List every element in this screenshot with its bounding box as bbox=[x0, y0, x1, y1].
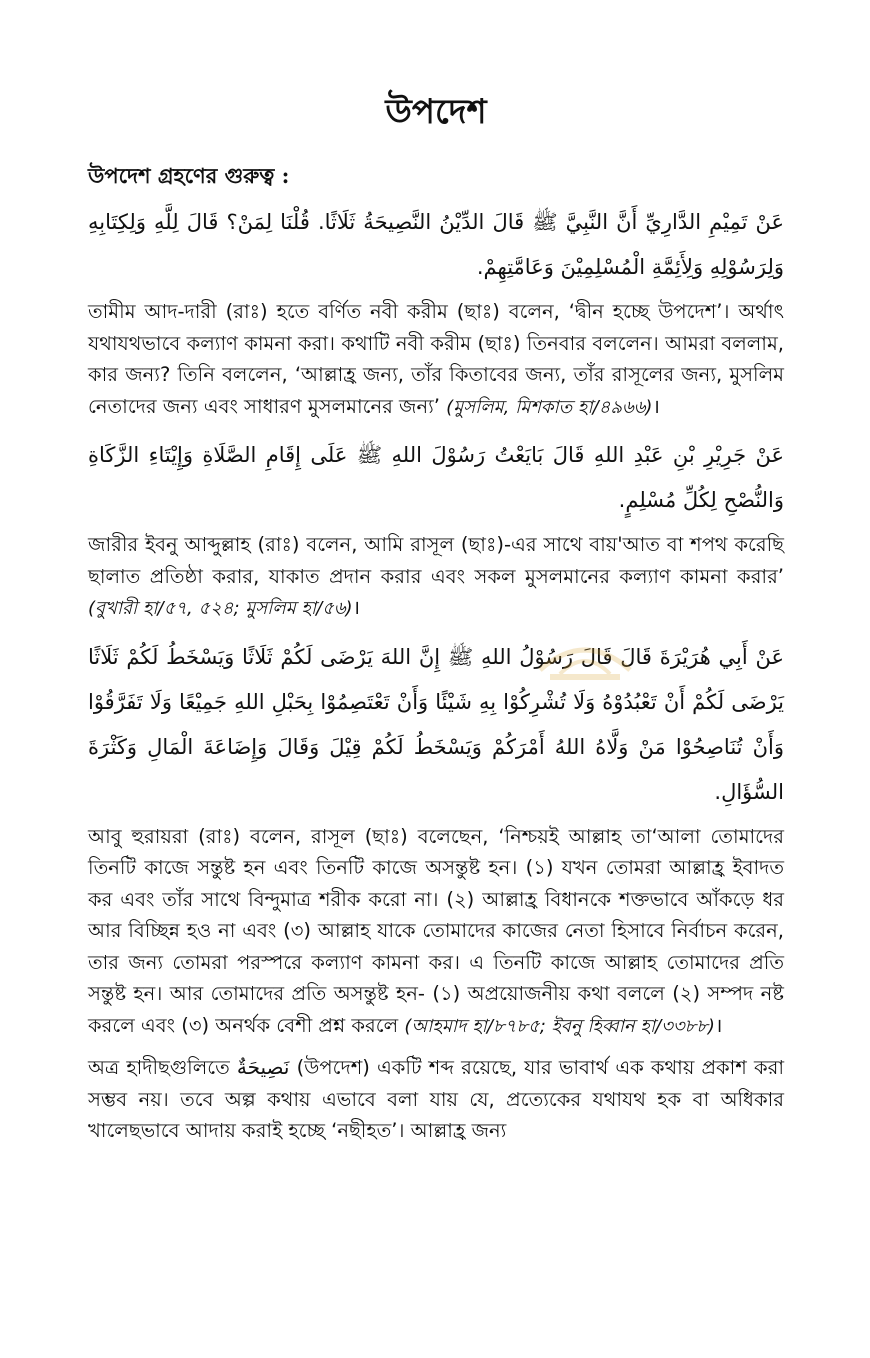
bangla-translation-2 bbox=[88, 529, 784, 625]
hadith-reference: (মুসলিম, মিশকাত হা/৪৯৬৬) bbox=[446, 396, 653, 418]
sentence-end: । bbox=[652, 394, 660, 418]
sentence-end: । bbox=[352, 596, 360, 620]
translation-text: আবু হুরায়রা (রাঃ) বলেন, রাসূল (ছাঃ) বলেছেন, ‘নিশ্চয়ই আল্লাহ তা‘আলা তোমাদের তিনটি কাজে সন্তুষ্ট হন এবং তিনটি কাজে অসন্তুষ্ট হন। (১) যখন তোমরা আল্লাহ্র ইবাদত কর এবং তাঁর সাথে বিন্দুমাত্র শরীক করো না। (২) আল্লাহ্র বিধানকে শক্তভাবে আঁকড়ে ধর আর বিচ্ছিন্ন হও না এবং (৩) আল্লাহ যাকে তোমাদের কাজের নেতা হিসাবে নির্বাচন করেন, তার জন্য তোমরা পরস্পরে কল্যাণ কামনা কর। এ তিনটি কাজে আল্লাহ তোমাদের প্রতি সন্তুষ্ট হন। আর তোমাদের প্রতি অসন্তুষ্ট হন- (১) অপ্রয়োজনীয় কথা বললে (২) সম্পদ নষ্ট করলে এবং (৩) অনর্থক বেশী প্রশ্ন করলে bbox=[88, 824, 784, 1037]
hadith-reference: (বুখারী হা/৫৭, ৫২৪; মুসলিম হা/৫৬) bbox=[88, 598, 353, 620]
closing-text-after: (উপদেশ) একটি শব্দ রয়েছে, যার ভাবার্থ এক কথায় প্রকাশ করা সম্ভব নয়। তবে অল্প কথায় এভাবে বলা যায় যে, প্রত্যেকের যথাযথ হক বা অধিকার খালেছভাবে আদায় করাই হচ্ছে ‘নছীহত’। আল্লাহ্র জন্য bbox=[88, 1056, 784, 1143]
closing-text-before: অত্র হাদীছগুলিতে bbox=[88, 1056, 230, 1080]
page-title: উপদেশ bbox=[385, 92, 487, 132]
translation-text: তামীম আদ-দারী (রাঃ) হতে বর্ণিত নবী করীম (ছাঃ) বলেন, ‘দ্বীন হচ্ছে উপদেশ’। অর্থাৎ যথাযথভাবে কল্যাণ কামনা করা। কথাটি নবী করীম (ছাঃ) তিনবার বললেন। আমরা বললাম, কার জন্য? তিনি বললেন, ‘আল্লাহ্র জন্য, তাঁর কিতাবের জন্য, তাঁর রাসূলের জন্য, মুসলিম নেতাদের জন্য এবং সাধারণ মুসলমানের জন্য’ bbox=[88, 300, 784, 418]
arabic-hadith-3: عَنْ أَبِي هُرَيْرَةَ قَالَ قَالَ رَسُوْلُ اللهِ ﷺ إِنَّ اللهَ يَرْضَى لَكُمْ ثَلَاثًا وَيَسْخَطُ لَكُمْ ثَلَاثًا يَرْضَى لَكُمْ أَنْ تَعْبُدُوْهُ وَلَا تُشْرِكُوْا بِهِ شَيْئًا وَأَنْ تَعْتَصِمُوْا بِحَبْلِ اللهِ جَمِيْعًا وَلَا تَفَرَّقُوْا وَأَنْ تُنَاصِحُوْا مَنْ وَلَّاهُ اللهُ أَمْرَكُمْ وَيَسْخَطُ لَكُمْ قِيْلَ وَقَالَ وَإِضَاعَةَ الْمَالِ وَكَثْرَةَ السُّؤَالِ. bbox=[88, 644, 784, 804]
section-heading: উপদেশ গ্রহণের গুরুত্ব : bbox=[88, 162, 290, 188]
sentence-end: । bbox=[714, 1013, 723, 1037]
bangla-translation-1 bbox=[88, 296, 784, 423]
document-page bbox=[88, 92, 784, 1157]
bangla-translation-3 bbox=[88, 821, 784, 1043]
arabic-hadith-2: عَنْ جَرِيْرِ بْنِ عَبْدِ اللهِ قَالَ بَايَعْتُ رَسُوْلَ اللهِ ﷺ عَلَى إِقَامِ الصَّلَاةِ وَإِيْتَاءِ الزَّكَاةِ وَالنُّصْحِ لِكُلِّ مُسْلِمٍ. bbox=[88, 443, 784, 513]
arabic-term: نَصِيحَةٌ bbox=[236, 1055, 290, 1080]
hadith-reference: (আহমাদ হা/৮৭৮৫; ইবনু হিব্বান হা/৩৩৮৮) bbox=[404, 1015, 715, 1037]
arabic-hadith-1: عَنْ تَمِيْمِ الدَّارِيِّ أَنَّ النَّبِيَّ ﷺ قَالَ الدِّيْنُ النَّصِيحَةُ ثَلَاثًا. قُلْنَا لِمَنْ؟ قَالَ لِلَّهِ وَلِكِتَابِهِ وَلِرَسُوْلِهِ وَلِأَئِمَّةِ الْمُسْلِمِيْنَ وَعَامَّتِهِمْ. bbox=[88, 210, 784, 280]
translation-text: জারীর ইবনু আব্দুল্লাহ (রাঃ) বলেন, আমি রাসূল (ছাঃ)-এর সাথে বায়'আত বা শপথ করেছি ছালাত প্রতিষ্ঠা করার, যাকাত প্রদান করার এবং সকল মুসলমানের কল্যাণ কামনা করার’ bbox=[88, 533, 784, 588]
watermark-logo-icon bbox=[530, 630, 640, 686]
closing-paragraph bbox=[88, 1052, 784, 1147]
